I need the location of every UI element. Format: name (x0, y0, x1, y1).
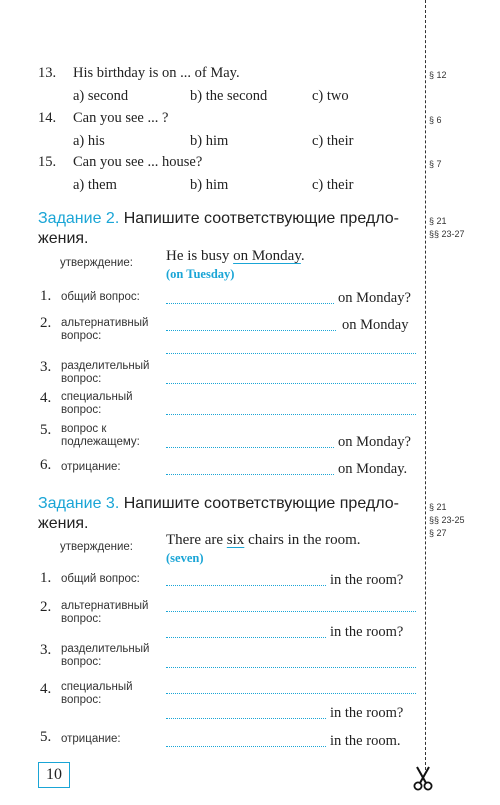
question-text: His birthday is on ... of May. (73, 65, 240, 81)
row-number: 1. (40, 570, 52, 586)
cut-line (425, 0, 426, 770)
task-title-line1: Напишите соответствующие предло- (123, 210, 399, 227)
task-title-line2: жения. (38, 515, 89, 532)
answer-line[interactable] (166, 693, 416, 694)
row-label: общий вопрос: (61, 291, 140, 303)
row-tail: in the room? (330, 624, 404, 640)
row-number: 5. (40, 422, 52, 438)
task-label: Задание 3. (38, 495, 120, 512)
answer-line[interactable] (166, 353, 416, 354)
underlined-phrase: on Monday (233, 248, 301, 264)
statement-label: утверждение: (60, 257, 133, 269)
row-tail: on Monday? (338, 290, 411, 306)
row-label: отрицание: (61, 461, 121, 473)
row-label: вопрос: (61, 694, 102, 706)
row-label: отрицание: (61, 733, 121, 745)
option-c: c) their (312, 133, 354, 149)
section-ref: §§ 23-25 (429, 515, 465, 525)
row-label: разделительный (61, 643, 150, 655)
row-number: 4. (40, 390, 52, 406)
row-label: альтернативный (61, 600, 149, 612)
answer-line[interactable] (166, 746, 326, 747)
section-ref: § 21 (429, 216, 447, 226)
row-label: альтернативный (61, 317, 149, 329)
option-b: b) him (190, 133, 229, 149)
row-label: вопрос: (61, 613, 102, 625)
task-title-line1: Напишите соответствующие предло- (123, 495, 399, 512)
row-label: вопрос: (61, 330, 102, 342)
answer-line[interactable] (166, 611, 416, 612)
statement-sentence: There are six chairs in the room. (166, 532, 361, 548)
section-ref: § 21 (429, 502, 447, 512)
row-number: 5. (40, 729, 52, 745)
row-label: общий вопрос: (61, 573, 140, 585)
answer-line[interactable] (166, 330, 336, 331)
task-title-line2: жения. (38, 230, 89, 247)
question-number: 15. (38, 154, 57, 170)
row-label: специальный (61, 391, 133, 403)
answer-line[interactable] (166, 303, 334, 304)
question-text: Can you see ... ? (73, 110, 169, 126)
answer-line[interactable] (166, 414, 416, 415)
option-b: b) him (190, 177, 229, 193)
statement-sentence: He is busy on Monday. (166, 248, 305, 264)
section-ref: § 12 (429, 70, 447, 80)
page-number: 10 (38, 762, 70, 788)
row-label: вопрос: (61, 656, 102, 668)
section-ref: § 6 (429, 115, 442, 125)
answer-line[interactable] (166, 585, 326, 586)
underlined-word: six (226, 532, 245, 548)
option-c: c) their (312, 177, 354, 193)
row-tail: in the room? (330, 572, 404, 588)
row-number: 2. (40, 315, 52, 331)
task-2-heading (38, 210, 399, 228)
section-ref: § 27 (429, 528, 447, 538)
row-number: 1. (40, 288, 52, 304)
row-number: 3. (40, 359, 52, 375)
option-c: c) two (312, 88, 349, 104)
row-label: подлежащему: (61, 436, 140, 448)
row-tail: in the room? (330, 705, 404, 721)
option-a: a) second (73, 88, 129, 104)
task-3-heading (38, 495, 399, 513)
row-number: 2. (40, 599, 52, 615)
option-a: a) them (73, 177, 117, 193)
answer-line[interactable] (166, 637, 326, 638)
section-ref: §§ 23-27 (429, 229, 465, 239)
scissors-icon (412, 765, 434, 797)
hint-text: (seven) (166, 551, 204, 565)
row-label: разделительный (61, 360, 150, 372)
row-tail: on Monday? (338, 434, 411, 450)
answer-line[interactable] (166, 383, 416, 384)
row-tail: on Monday. (338, 461, 408, 477)
hint-text: (on Tuesday) (166, 267, 235, 281)
row-number: 4. (40, 681, 52, 697)
question-number: 14. (38, 110, 57, 126)
row-label: вопрос: (61, 404, 102, 416)
row-tail: on Monday (342, 317, 409, 333)
row-label: вопрос: (61, 373, 102, 385)
question-number: 13. (38, 65, 57, 81)
row-number: 3. (40, 642, 52, 658)
statement-label: утверждение: (60, 541, 133, 553)
section-ref: § 7 (429, 159, 442, 169)
row-label: специальный (61, 681, 133, 693)
row-tail: in the room. (330, 733, 401, 749)
answer-line[interactable] (166, 447, 334, 448)
answer-line[interactable] (166, 718, 326, 719)
task-label: Задание 2. (38, 210, 120, 227)
option-a: a) his (73, 133, 105, 149)
row-label: вопрос к (61, 423, 107, 435)
answer-line[interactable] (166, 474, 334, 475)
option-b: b) the second (190, 88, 268, 104)
question-text: Can you see ... house? (73, 154, 203, 170)
answer-line[interactable] (166, 667, 416, 668)
row-number: 6. (40, 457, 52, 473)
